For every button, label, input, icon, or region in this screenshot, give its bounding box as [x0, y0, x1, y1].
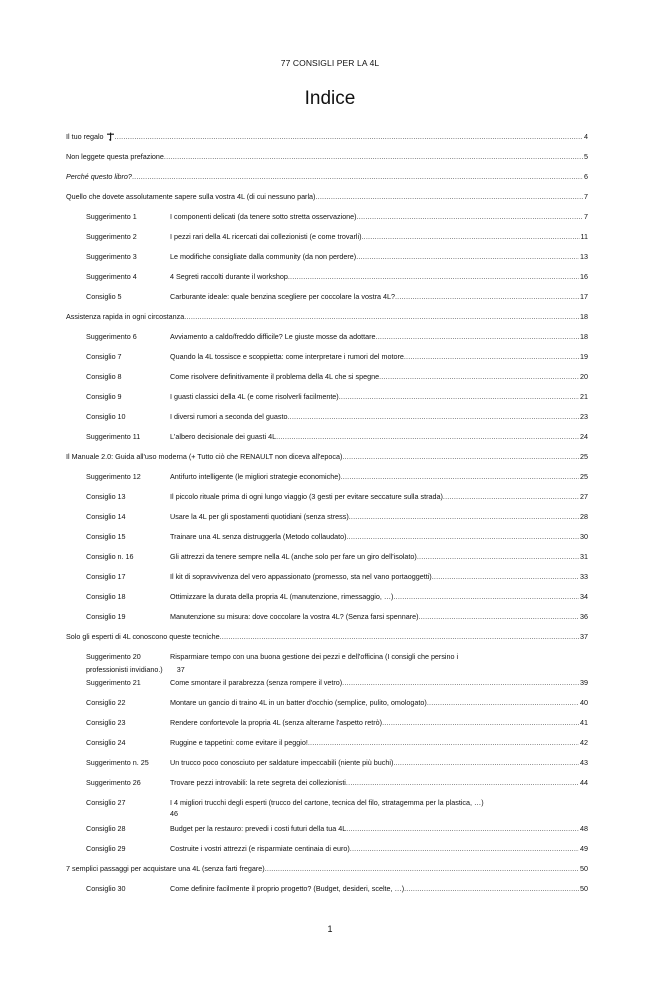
toc-line [86, 652, 588, 661]
toc-entry[interactable] [66, 412, 588, 421]
toc-page-number: 49 [580, 844, 588, 853]
toc-label: Ruggine e tappetini: come evitare il peggio! [170, 738, 308, 747]
dot-leader [393, 592, 579, 601]
toc-page-number: 17 [580, 292, 588, 301]
toc-label: Il tuo regalo [66, 132, 104, 141]
toc-page-number: 24 [580, 432, 588, 441]
toc-page-number: 37 [580, 632, 588, 641]
toc-entry-prefix: Consiglio 29 [86, 844, 126, 853]
toc-row [66, 552, 588, 561]
toc-entry-prefix: Consiglio 9 [86, 392, 122, 401]
toc-row [66, 412, 588, 421]
toc-row [66, 392, 588, 401]
toc-page-number: 43 [580, 758, 588, 767]
dot-leader [404, 352, 579, 361]
toc-row [66, 472, 588, 481]
toc-row [66, 212, 588, 221]
toc-label: I guasti classici della 4L (e come risolverli facilmente) [170, 392, 339, 401]
toc-entry[interactable] [66, 758, 588, 767]
toc-entry-prefix: Consiglio 15 [86, 532, 126, 541]
toc-label: Ottimizzare la durata della propria 4L (manutenzione, rimessaggio, …) [170, 592, 394, 601]
toc-entry[interactable] [66, 172, 588, 181]
dot-leader [339, 392, 579, 401]
dot-leader [315, 192, 583, 201]
dot-leader [357, 212, 583, 221]
toc-entry-prefix: Consiglio 28 [86, 824, 126, 833]
toc-row [66, 432, 588, 441]
toc-page-number: 4 [584, 132, 588, 141]
toc-page-number: 25 [580, 452, 588, 461]
dot-leader [443, 492, 579, 501]
toc-entry[interactable] [66, 844, 588, 853]
toc-page-number: 37 [176, 665, 185, 674]
toc-entry[interactable] [66, 452, 588, 461]
dot-leader [342, 678, 579, 687]
dot-leader [341, 472, 579, 481]
toc-label: Solo gli esperti di 4L conoscono queste tecniche [66, 632, 220, 641]
toc-entry[interactable] [66, 612, 588, 621]
toc-label: Montare un gancio di traino 4L in un batter d'occhio (semplice, pulito, omologato) [170, 698, 427, 707]
toc-page-number: 18 [580, 332, 588, 341]
dot-leader [393, 758, 579, 767]
dot-leader [419, 612, 580, 621]
toc-page-number: 40 [580, 698, 588, 707]
toc-entry[interactable] [66, 718, 588, 727]
toc-entry-prefix: Suggerimento 12 [86, 472, 141, 481]
toc-entry-prefix: Consiglio 24 [86, 738, 126, 747]
dot-leader [220, 632, 579, 641]
toc-row [66, 492, 588, 501]
toc-label: I componenti delicati (da tenere sotto stretta osservazione) [170, 212, 357, 221]
toc-wrapped-row [66, 652, 588, 674]
toc-page-number: 34 [580, 592, 588, 601]
toc-entry[interactable] [66, 472, 588, 481]
toc-label: I pezzi rari della 4L ricercati dai collezionisti (e come trovarli) [170, 232, 362, 241]
toc-entry[interactable] [66, 132, 588, 141]
toc-label: Budget per la restauro: prevedi i costi futuri della tua 4L [170, 824, 347, 833]
toc-label: Come definire facilmente il proprio progetto? (Budget, desideri, scelte, …) [170, 884, 405, 893]
toc-entry[interactable] [66, 864, 588, 873]
dot-leader [346, 532, 579, 541]
page-number: 1 [327, 924, 333, 934]
toc-row [66, 758, 588, 767]
toc-entry-prefix: Consiglio 5 [86, 292, 122, 301]
running-header: 77 CONSIGLI PER LA 4L [280, 58, 380, 68]
toc-label: Costruite i vostri attrezzi (e risparmiate centinaia di euro) [170, 844, 350, 853]
toc-entry[interactable] [66, 232, 588, 241]
toc-entry-prefix: Suggerimento n. 25 [86, 758, 149, 767]
toc-row [66, 612, 588, 621]
toc-entry[interactable] [66, 592, 588, 601]
toc-entry[interactable] [66, 312, 588, 321]
dot-leader [308, 738, 579, 747]
toc-row [66, 512, 588, 521]
toc-page-number: 50 [580, 864, 588, 873]
dot-leader [346, 778, 579, 787]
toc-label: Quello che dovete assolutamente sapere sulla vostra 4L (di cui nessuno parla) [66, 192, 316, 201]
toc-label: 4 Segreti raccolti durante il workshop [170, 272, 288, 281]
toc-row [66, 192, 588, 201]
toc-label: Risparmiare tempo con una buona gestione dei pezzi e dell'officina (I consigli che persino i [170, 652, 459, 661]
dot-leader [432, 572, 579, 581]
toc-row [66, 698, 588, 707]
toc-entry[interactable] [66, 192, 588, 201]
toc-entry[interactable] [66, 212, 588, 221]
toc-row [66, 738, 588, 747]
toc-row [66, 272, 588, 281]
toc-entry-prefix: Consiglio 30 [86, 884, 126, 893]
dot-leader [164, 152, 583, 161]
toc-page-number: 6 [584, 172, 588, 181]
toc-entry[interactable] [66, 272, 588, 281]
toc-entry[interactable] [66, 512, 588, 521]
toc-row [66, 232, 588, 241]
toc-page-number: 5 [584, 152, 588, 161]
toc-page-number: 13 [580, 252, 588, 261]
dot-leader [287, 412, 579, 421]
toc-page-number: 44 [580, 778, 588, 787]
toc-label: Il piccolo rituale prima di ogni lungo viaggio (3 gesti per evitare seccature sulla strada) [170, 492, 443, 501]
toc-entry-prefix: Consiglio 13 [86, 492, 126, 501]
toc-page-number: 36 [580, 612, 588, 621]
toc-entry-prefix: Consiglio 19 [86, 612, 126, 621]
toc-line [86, 665, 588, 674]
toc-entry-prefix: Suggerimento 4 [86, 272, 137, 281]
dot-leader [382, 718, 579, 727]
toc-page-number: 11 [580, 232, 588, 241]
toc-entry[interactable] [66, 824, 588, 833]
toc-label: 7 semplici passaggi per acquistare una 4L (senza farti fregare) [66, 864, 265, 873]
toc-page-number: 25 [580, 472, 588, 481]
toc-entry[interactable] [66, 572, 588, 581]
dot-leader [349, 512, 579, 521]
toc-label: Rendere confortevole la propria 4L (senza alterarne l'aspetto retrò) [170, 718, 383, 727]
toc-entry-prefix: Consiglio 22 [86, 698, 126, 707]
toc-entry-prefix: Suggerimento 2 [86, 232, 137, 241]
dot-leader [276, 432, 579, 441]
toc-entry[interactable] [66, 432, 588, 441]
toc-label: Un trucco poco conosciuto per saldature impeccabili (niente più buchi) [170, 758, 394, 767]
dot-leader [342, 452, 579, 461]
toc-row [66, 778, 588, 787]
toc-entry-prefix: Suggerimento 26 [86, 778, 141, 787]
toc-label: Quando la 4L tossisce e scoppietta: come interpretare i rumori del motore [170, 352, 404, 361]
toc-entry[interactable] [66, 552, 588, 561]
toc-entry-prefix: Consiglio 8 [86, 372, 122, 381]
toc-row [66, 332, 588, 341]
toc-entry[interactable] [66, 492, 588, 501]
toc-page-number: 42 [580, 738, 588, 747]
toc-entry-prefix: Consiglio 17 [86, 572, 126, 581]
toc-label-continued: professionisti invidiano.) [86, 665, 163, 674]
dot-leader [265, 864, 579, 873]
toc-entry[interactable] [66, 652, 588, 674]
toc-label: Usare la 4L per gli spostamenti quotidiani (senza stress) [170, 512, 349, 521]
toc-row [66, 864, 588, 873]
toc-entry[interactable] [66, 372, 588, 381]
dot-leader [350, 844, 579, 853]
toc-row [66, 312, 588, 321]
toc-line [86, 798, 588, 807]
toc-entry[interactable] [66, 698, 588, 707]
toc-page-number: 18 [580, 312, 588, 321]
dot-leader [404, 884, 579, 893]
toc-entry-prefix: Consiglio n. 16 [86, 552, 134, 561]
toc-label: Avviamento a caldo/freddo difficile? Le giuste mosse da adottare [170, 332, 376, 341]
toc-label: Il Manuale 2.0: Guida all'uso moderna (+ Tutto ciò che RENAULT non diceva all'epoca) [66, 452, 343, 461]
dot-leader [427, 698, 579, 707]
toc-page-number: 41 [580, 718, 588, 727]
toc-row [66, 352, 588, 361]
toc-entry-prefix: Consiglio 7 [86, 352, 122, 361]
toc-row [66, 452, 588, 461]
dot-leader [115, 132, 583, 141]
toc-page-number: 16 [580, 272, 588, 281]
toc-label: Non leggete questa prefazione [66, 152, 164, 161]
toc-label: L'albero decisionale dei guasti 4L [170, 432, 277, 441]
toc-entry-prefix: Suggerimento 3 [86, 252, 137, 261]
toc-page-number: 23 [580, 412, 588, 421]
dot-leader [132, 172, 583, 181]
toc-row [66, 152, 588, 161]
pointing-cross-icon [106, 132, 115, 141]
toc-row [66, 532, 588, 541]
toc-entry[interactable] [66, 532, 588, 541]
toc-label: Le modifiche consigliate dalla community (da non perdere) [170, 252, 357, 261]
toc-entry-prefix: Suggerimento 21 [86, 678, 141, 687]
toc-row [66, 592, 588, 601]
toc-label: Trovare pezzi introvabili: la rete segreta dei collezionisti [170, 778, 346, 787]
toc-entry-prefix: Consiglio 14 [86, 512, 126, 521]
toc-page-number: 19 [580, 352, 588, 361]
toc-entry[interactable] [66, 738, 588, 747]
dot-leader [288, 272, 579, 281]
toc-label: Manutenzione su misura: dove coccolare la vostra 4L? (Senza farsi spennare) [170, 612, 419, 621]
toc-page-number: 28 [580, 512, 588, 521]
toc-page-number: 7 [584, 192, 588, 201]
toc-entry[interactable] [66, 798, 588, 818]
toc-label: Gli attrezzi da tenere sempre nella 4L (anche solo per fare un giro dell'isolato) [170, 552, 417, 561]
toc-label: I 4 migliori trucchi degli esperti (trucco del cartone, tecnica del filo, stratagemma per la plastica, …) [170, 798, 484, 807]
toc-entry-prefix: Suggerimento 11 [86, 432, 141, 441]
toc-row [66, 678, 588, 687]
toc-page-number: 21 [580, 392, 588, 401]
toc-row [66, 844, 588, 853]
toc-entry[interactable] [66, 884, 588, 893]
toc-label: Assistenza rapida in ogni circostanza [66, 312, 185, 321]
toc-entry[interactable] [66, 332, 588, 341]
toc-page-number: 31 [580, 552, 588, 561]
toc-entry[interactable] [66, 632, 588, 641]
toc-row [66, 252, 588, 261]
toc-label: Antifurto intelligente (le migliori strategie economiche) [170, 472, 341, 481]
dot-leader [346, 824, 579, 833]
toc-entry-prefix: Suggerimento 20 [86, 652, 141, 661]
toc-page-number: 50 [580, 884, 588, 893]
toc-label: I diversi rumori a seconda del guasto [170, 412, 288, 421]
toc-entry[interactable] [66, 352, 588, 361]
toc-entry[interactable] [66, 152, 588, 161]
toc-entry[interactable] [66, 252, 588, 261]
toc-entry[interactable] [66, 678, 588, 687]
toc-row [66, 572, 588, 581]
toc-entry-prefix: Consiglio 27 [86, 798, 126, 807]
toc-page-number: 30 [580, 532, 588, 541]
page-title: Indice [304, 88, 356, 109]
toc-entry-prefix: Consiglio 10 [86, 412, 126, 421]
toc-entry[interactable] [66, 392, 588, 401]
dot-leader [376, 332, 579, 341]
dot-leader [356, 252, 579, 261]
toc-row [66, 132, 588, 141]
toc-entry-prefix: Suggerimento 1 [86, 212, 137, 221]
toc-label: Trainare una 4L senza distruggerla (Metodo collaudato) [170, 532, 347, 541]
toc-entry[interactable] [66, 292, 588, 301]
dot-leader [361, 232, 579, 241]
toc-line [86, 809, 588, 818]
toc-label: Come risolvere definitivamente il problema della 4L che si spegne [170, 372, 380, 381]
toc-wrapped-row [66, 798, 588, 818]
toc-entry-prefix: Consiglio 18 [86, 592, 126, 601]
toc-entry-prefix: Consiglio 23 [86, 718, 126, 727]
toc-page-number: 27 [580, 492, 588, 501]
toc-page-number: 7 [584, 212, 588, 221]
dot-leader [417, 552, 579, 561]
toc-row [66, 718, 588, 727]
toc-entry[interactable] [66, 778, 588, 787]
toc-row [66, 172, 588, 181]
toc-entry-prefix: Suggerimento 6 [86, 332, 137, 341]
dot-leader [395, 292, 579, 301]
toc-label: Carburante ideale: quale benzina scegliere per coccolare la vostra 4L? [170, 292, 395, 301]
toc-row [66, 372, 588, 381]
toc-row [66, 884, 588, 893]
toc-row [66, 824, 588, 833]
toc-row [66, 292, 588, 301]
toc-page-number: 39 [580, 678, 588, 687]
dot-leader [184, 312, 579, 321]
toc-label: Perché questo libro? [66, 172, 132, 181]
dot-leader [379, 372, 579, 381]
toc-label: Come smontare il parabrezza (senza rompere il vetro) [170, 678, 343, 687]
toc-page-number: 46 [170, 809, 178, 818]
toc-label: Il kit di sopravvivenza del vero appassionato (promesso, sta nel vano portaoggetti) [170, 572, 432, 581]
toc-page-number: 20 [580, 372, 588, 381]
toc-row [66, 632, 588, 641]
toc-page-number: 33 [580, 572, 588, 581]
toc-page-number: 48 [580, 824, 588, 833]
